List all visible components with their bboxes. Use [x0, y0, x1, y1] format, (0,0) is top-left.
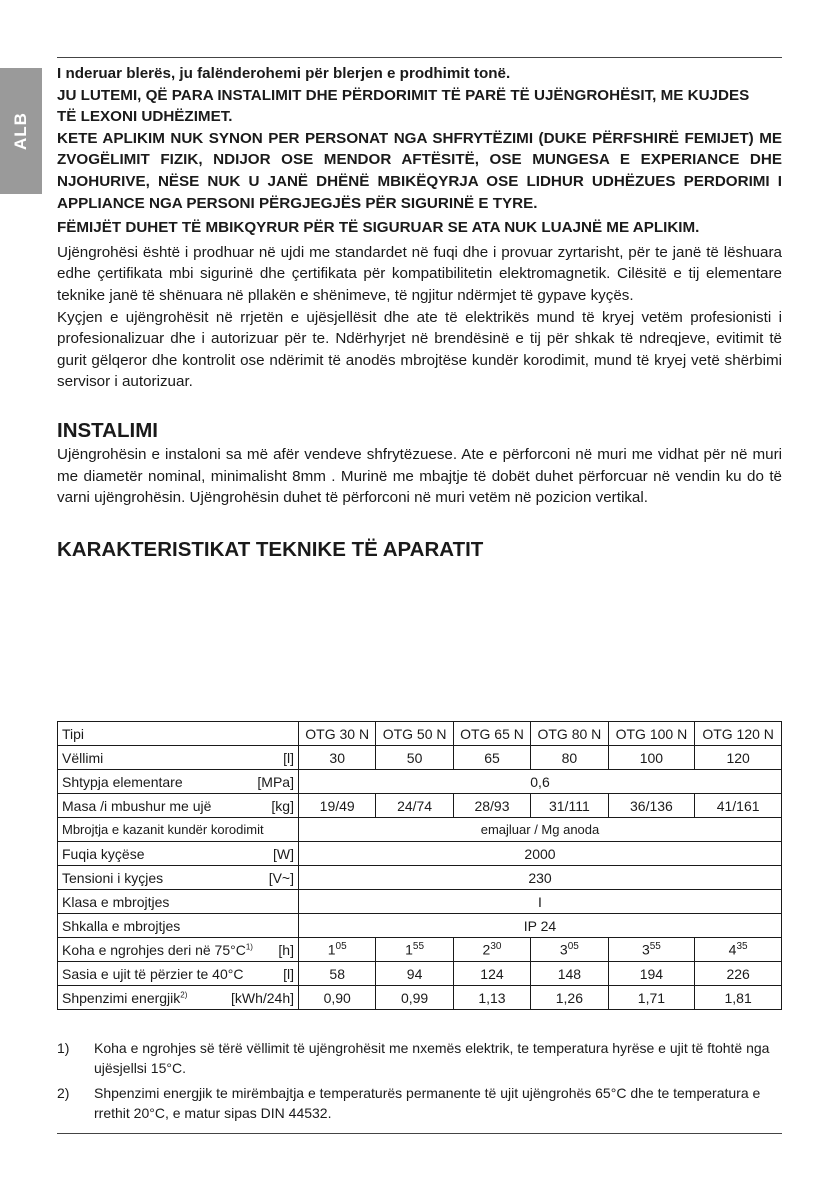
tech-heading: KARAKTERISTIKAT TEKNIKE TË APARATIT: [57, 537, 484, 561]
value-cell: 0,99: [376, 986, 453, 1010]
voltage-label: Tensioni i kyçjes: [62, 869, 164, 886]
value-cell: 1,71: [608, 986, 695, 1010]
table-row: [58, 794, 782, 818]
value-cell: [695, 938, 782, 962]
row-label: [58, 794, 299, 818]
hours: 3: [641, 941, 650, 958]
energy-footnote-ref: 2): [180, 989, 188, 999]
value-cell: [299, 938, 376, 962]
pressure-label: Shtypja elementare: [62, 773, 183, 790]
value-cell: 230: [299, 866, 782, 890]
model-cell: OTG 65 N: [453, 722, 530, 746]
minutes: 55: [412, 941, 425, 953]
row-label: [58, 866, 299, 890]
value-cell: 80: [531, 746, 608, 770]
footnote-number: 1): [57, 1040, 70, 1056]
energy-label: Shpenzimi energjik: [62, 989, 181, 1006]
mass-label: Masa /i mbushur me ujë: [62, 797, 212, 814]
footnote-1: [57, 1038, 782, 1078]
value-cell: 1,26: [531, 986, 608, 1010]
hours: 2: [482, 941, 491, 958]
volume-label: Vëllimi: [62, 749, 104, 766]
row-label: [58, 842, 299, 866]
value-cell: 94: [376, 962, 453, 986]
value-cell: 50: [376, 746, 453, 770]
greeting: I nderuar blerës, ju falënderohemi për blerjen e prodhimit tonë.: [57, 65, 511, 82]
minutes: 55: [649, 941, 661, 953]
table-row: [58, 746, 782, 770]
value-cell: 124: [453, 962, 530, 986]
row-label: [58, 938, 299, 962]
children-warning: FËMIJËT DUHET TË MBIKQYRUR PËR TË SIGURUAR SE ATA NUK LUAJNË ME APLIKIM.: [57, 219, 700, 237]
heating-unit: [h]: [278, 941, 294, 958]
value-cell: [531, 938, 608, 962]
install-heading: INSTALIMI: [57, 418, 158, 442]
safety-warning: KETE APLIKIM NUK SYNON PER PERSONAT NGA SHFRYTËZIMI (DUKE PËRFSHIRË FEMIJET) ME ZVOGËLIMIT FIZIK, NDIJOR OSE MENDOR AFTËSITË, OSE MUNGESA E EXPERIANCE DHE NJOHURIVE, NËSE NUK U JANË DHËNË MBIKËQYRJA OSE LIDHUR UDHËZUES PERDORIMI I APPLIANCE NGA PERSONI PËRGJEGJËS PËR SIGURINË E TYRE.: [57, 129, 782, 212]
heating-label: Koha e ngrohjes deri në 75°C: [62, 941, 246, 958]
power-label: Fuqia kyçëse: [62, 845, 145, 862]
value-cell: emajluar / Mg anoda: [299, 818, 782, 842]
class-label: Klasa e mbrojtjes: [58, 890, 299, 914]
connection-paragraph: Kyçjen e ujëngrohësit në rrjetën e ujësjellësit dhe ate të elektrikës mund të kryej vetëm profesionisti i profesionalizuar dhe i autorizuar për te. Ndërhyrjet në brendësinë e tij për shkak të ndreqjeve, evitimit të gurit gëlqeror dhe kontrolit ose ndërimit të anodës mbrojtëse kundër korodimit, mund të kryej vetë shërbimi servisor i autorizuar.: [57, 308, 782, 391]
read-instructions-notice: JU LUTEMI, QË PARA INSTALIMIT DHE PËRDORIMIT TË PARË TË UJËNGROHËSIT, ME KUJDES TË LEXONI UDHËZIMET.: [57, 86, 750, 126]
footnote-text: Koha e ngrohjes së tërë vëllimit të ujëngrohësit me nxemës elektrik, te temperatura hyrëse e ujit të ftohtë nga ujësjellsi 15°C.: [94, 1040, 770, 1076]
table-row: [58, 770, 782, 794]
model-cell: OTG 30 N: [299, 722, 376, 746]
minutes: 35: [736, 941, 748, 953]
model-cell: OTG 80 N: [531, 722, 608, 746]
value-cell: 226: [695, 962, 782, 986]
minutes: 05: [335, 941, 347, 953]
value-cell: I: [299, 890, 782, 914]
heating-footnote-ref: 1): [245, 941, 253, 951]
value-cell: 120: [695, 746, 782, 770]
energy-unit: [kWh/24h]: [230, 989, 294, 1006]
row-label: [58, 746, 299, 770]
footnote-number: 2): [57, 1085, 70, 1101]
model-cell: OTG 50 N: [376, 722, 453, 746]
bottom-rule: [57, 1133, 782, 1134]
table-row: [58, 962, 782, 986]
header-label: Tipi: [58, 722, 299, 746]
hours: 1: [327, 941, 336, 958]
value-cell: 31/111: [531, 794, 608, 818]
mass-unit: [kg]: [271, 797, 294, 814]
value-cell: 19/49: [299, 794, 376, 818]
value-cell: 2000: [299, 842, 782, 866]
value-cell: 24/74: [376, 794, 453, 818]
protection-label: Mbrojtja e kazanit kundër korodimit: [58, 818, 299, 842]
row-label: [58, 986, 299, 1010]
value-cell: IP 24: [299, 914, 782, 938]
value-cell: [608, 938, 695, 962]
install-paragraph: Ujëngrohësin e instaloni sa më afër vendeve shfrytëzuese. Ate e përforconi në muri me vidhat për në muri me diametër nominal, minimalisht 8mm . Murinë me mbajtje të dobët duhet përforcuar në vendin ku do të varni ujëngrohësin. Ujëngrohësin duhet të përforconi në muri vetëm në pozicion vertikal.: [57, 445, 782, 507]
hours: 1: [405, 941, 413, 958]
table-row: [58, 722, 782, 746]
table-row: [58, 866, 782, 890]
certification-paragraph: Ujëngrohësi është i prodhuar në ujdi me standardet në fuqi dhe i provuar zyrtarisht, për te janë të lëshuara edhe çertifikata mbi sigurinë dhe çertifikata për kompatibilitetin elektromagnetik. Cilësitë e tij elementare teknike janë të shënuara në pllakën e shënimeve, të ngjitur ndërmjet të gypave kyçës.: [57, 243, 782, 304]
table-row: [58, 938, 782, 962]
row-label: [58, 770, 299, 794]
value-cell: 30: [299, 746, 376, 770]
row-label: [58, 962, 299, 986]
minutes: 05: [567, 941, 579, 953]
value-cell: 1,13: [453, 986, 530, 1010]
minutes: 30: [490, 941, 502, 953]
voltage-unit: [V~]: [268, 869, 294, 886]
value-cell: 0,6: [299, 770, 782, 794]
table-row: [58, 986, 782, 1010]
language-tab-label: ALB: [11, 112, 30, 150]
value-cell: 0,90: [299, 986, 376, 1010]
hours: 4: [728, 941, 737, 958]
value-cell: 28/93: [453, 794, 530, 818]
hours: 3: [559, 941, 568, 958]
spec-table: [57, 721, 782, 1010]
table-row: [58, 842, 782, 866]
value-cell: [376, 938, 453, 962]
table-row: [58, 914, 782, 938]
model-cell: OTG 120 N: [695, 722, 782, 746]
value-cell: 148: [531, 962, 608, 986]
top-rule: [57, 57, 782, 58]
power-unit: [W]: [273, 845, 294, 862]
main-content: [57, 63, 782, 563]
value-cell: 65: [453, 746, 530, 770]
value-cell: 1,81: [695, 986, 782, 1010]
pressure-unit: [MPa]: [257, 773, 294, 790]
value-cell: 100: [608, 746, 695, 770]
ip-label: Shkalla e mbrojtjes: [58, 914, 299, 938]
volume-unit: [l]: [283, 749, 294, 766]
table-row: [58, 818, 782, 842]
mixed-unit: [l]: [283, 965, 294, 982]
language-tab: [0, 68, 42, 194]
value-cell: 194: [608, 962, 695, 986]
value-cell: 41/161: [695, 794, 782, 818]
mixed-label: Sasia e ujit të përzier te 40°C: [62, 965, 244, 982]
table-row: [58, 890, 782, 914]
value-cell: [453, 938, 530, 962]
value-cell: 36/136: [608, 794, 695, 818]
footnote-2: [57, 1083, 782, 1123]
footnote-text: Shpenzimi energjik te mirëmbajtja e temperaturës permanente të ujit ujëngrohës 65°C dhe te temperatura e rrethit 20°C, e matur sipas DIN 44532.: [94, 1085, 761, 1121]
model-cell: OTG 100 N: [608, 722, 695, 746]
value-cell: 58: [299, 962, 376, 986]
